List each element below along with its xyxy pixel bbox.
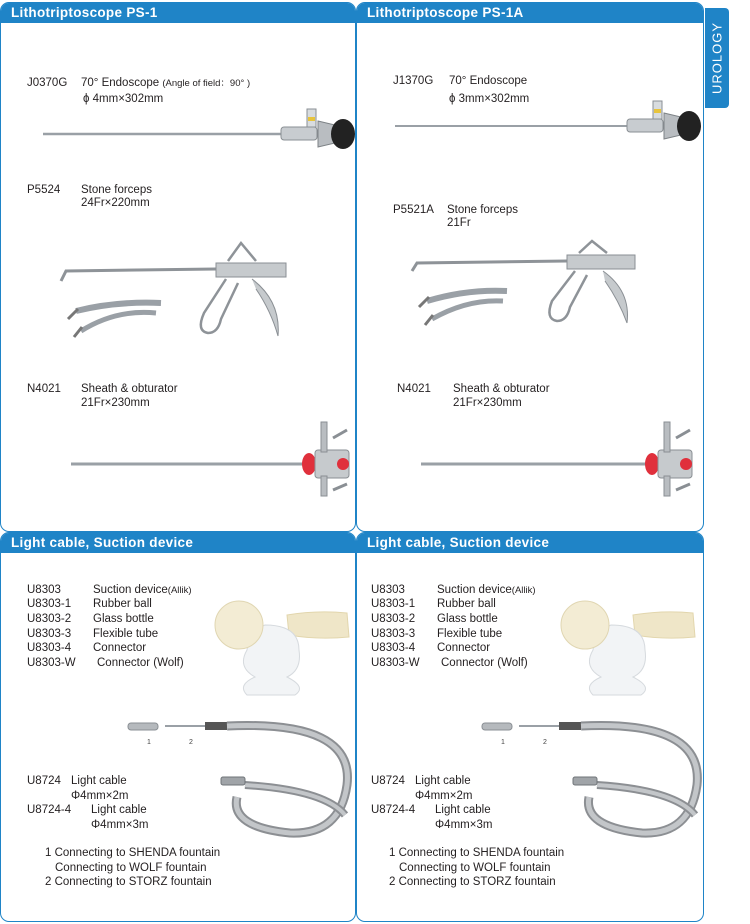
left-forceps-code: P5524 [27, 184, 61, 196]
left-tip-label-2: 2 [189, 739, 193, 746]
left-bottom-header: Light cable, Suction device [1, 533, 355, 553]
left-tip-label-1: 1 [147, 739, 151, 746]
left-endoscope-code: J0370G [27, 77, 68, 89]
right-forceps-name: Stone forceps [447, 204, 518, 216]
left-top-header: Lithotriptoscope PS-1 [1, 3, 355, 23]
left-sheath-code: N4021 [27, 383, 61, 395]
left-bottom-panel [0, 532, 356, 922]
left-suction-title-0: Suction device [93, 584, 168, 596]
right-suction-device-image [553, 595, 703, 695]
left-forceps-image [56, 241, 296, 351]
right-suction-code-4: U8303-4 [371, 642, 416, 654]
left-endoscope-note: (Angle of field：90° ) [162, 78, 251, 89]
left-suction-note-0: (Allik) [167, 585, 192, 596]
right-suction-title-0: Suction device [437, 584, 512, 596]
right-suction-name-1: Rubber ball [437, 598, 496, 610]
right-endoscope-size: ϕ 3mm×302mm [449, 93, 530, 105]
right-endoscope-name: 70° Endoscope [449, 75, 528, 87]
left-sheath-size: 21Fr×230mm [81, 397, 150, 409]
left-suction-device-image [207, 595, 356, 695]
right-cable1-size: Φ4mm×2m [415, 790, 473, 802]
right-endoscope-code: J1370G [393, 75, 434, 87]
left-endoscope-image [43, 103, 356, 153]
right-suction-code-0: U8303 [371, 584, 405, 596]
left-cable1-name: Light cable [71, 775, 127, 787]
left-suction-name-5: Connector (Wolf) [97, 657, 184, 669]
right-note-2: 2 Connecting to STORZ fountain [389, 876, 556, 888]
right-endoscope-image [395, 95, 704, 145]
left-forceps-name: Stone forceps [81, 184, 152, 196]
left-suction-code-1: U8303-1 [27, 598, 72, 610]
right-cable2-size: Φ4mm×3m [435, 819, 493, 831]
right-suction-name-5: Connector (Wolf) [441, 657, 528, 669]
left-cable1-code: U8724 [27, 775, 61, 787]
left-endoscope-size: ϕ 4mm×302mm [83, 93, 164, 105]
left-suction-name-4: Connector [93, 642, 147, 654]
right-tip-label-2: 2 [543, 739, 547, 746]
right-suction-code-3: U8303-3 [371, 628, 416, 640]
right-note-1: Connecting to WOLF fountain [399, 862, 551, 874]
left-suction-name-2: Glass bottle [93, 613, 154, 625]
right-suction-name-4: Connector [437, 642, 491, 654]
right-suction-name-2: Glass bottle [437, 613, 498, 625]
left-endoscope-title: 70° Endoscope [81, 77, 160, 89]
right-bottom-panel [356, 532, 704, 922]
right-forceps-image [407, 241, 647, 351]
right-top-panel [356, 2, 704, 532]
left-note-2: 2 Connecting to STORZ fountain [45, 876, 212, 888]
left-cable2-size: Φ4mm×3m [91, 819, 149, 831]
right-bottom-header: Light cable, Suction device [357, 533, 703, 553]
left-note-1: Connecting to WOLF fountain [55, 862, 207, 874]
right-forceps-size: 21Fr [447, 217, 471, 229]
right-forceps-code: P5521A [393, 204, 434, 216]
left-sheath-image [71, 418, 356, 498]
left-suction-code-4: U8303-4 [27, 642, 72, 654]
right-sheath-size: 21Fr×230mm [453, 397, 522, 409]
right-suction-code-1: U8303-1 [371, 598, 416, 610]
right-sheath-code: N4021 [397, 383, 431, 395]
right-cable2-code: U8724-4 [371, 804, 416, 816]
left-top-panel [0, 2, 356, 532]
right-cable1-name: Light cable [415, 775, 471, 787]
left-note-0: 1 Connecting to SHENDA fountain [45, 847, 221, 859]
left-suction-code-0: U8303 [27, 584, 61, 596]
right-suction-name-3: Flexible tube [437, 628, 503, 640]
urology-side-tab [705, 8, 729, 108]
left-cable2-code: U8724-4 [27, 804, 72, 816]
right-suction-note-0: (Allik) [511, 585, 536, 596]
right-sheath-image [421, 418, 701, 498]
left-sheath-name: Sheath & obturator [81, 383, 178, 395]
left-suction-name-1: Rubber ball [93, 598, 152, 610]
left-suction-name-3: Flexible tube [93, 628, 159, 640]
right-note-0: 1 Connecting to SHENDA fountain [389, 847, 565, 859]
side-tab-label: UROLOGY [709, 21, 725, 95]
right-cable1-code: U8724 [371, 775, 405, 787]
left-cable1-size: Φ4mm×2m [71, 790, 129, 802]
right-suction-code-5: U8303-W [371, 657, 420, 669]
right-sheath-name: Sheath & obturator [453, 383, 550, 395]
right-cable2-name: Light cable [435, 804, 491, 816]
right-tip-label-1: 1 [501, 739, 505, 746]
left-suction-code-3: U8303-3 [27, 628, 72, 640]
right-suction-code-2: U8303-2 [371, 613, 416, 625]
left-cable2-name: Light cable [91, 804, 147, 816]
left-suction-code-5: U8303-W [27, 657, 76, 669]
left-suction-code-2: U8303-2 [27, 613, 72, 625]
right-top-header: Lithotriptoscope PS-1A [357, 3, 703, 23]
left-forceps-size: 24Fr×220mm [81, 197, 150, 209]
left-endoscope-name [81, 76, 250, 92]
